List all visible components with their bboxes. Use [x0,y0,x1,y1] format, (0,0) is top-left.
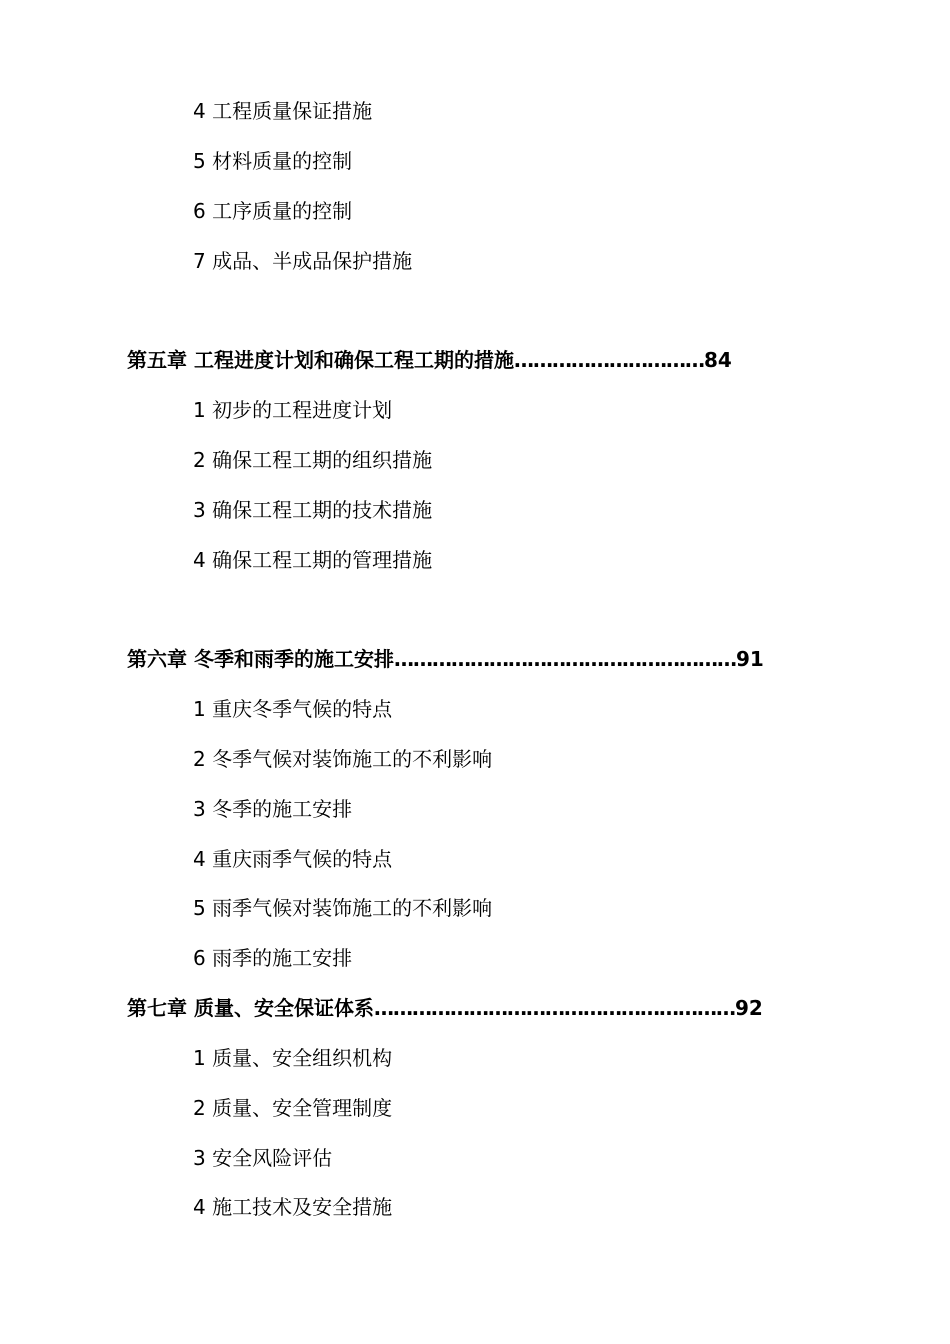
leader-dots: ………………………………………………… [373,996,735,1020]
toc-item: 4 工程质量保证措施 [193,99,373,123]
toc-chapter-6 [127,644,764,674]
toc-item: 1 初步的工程进度计划 [193,398,393,422]
toc-item: 1 重庆冬季气候的特点 [193,697,393,721]
chapter-title: 第六章 冬季和雨季的施工安排 [127,647,394,671]
leader-dots: ………………………… [513,348,704,372]
toc-chapter-7 [127,993,763,1023]
toc-item: 1 质量、安全组织机构 [193,1046,393,1070]
toc-chapter-5 [127,345,732,375]
page-number: 84 [703,348,732,372]
toc-item: 6 工序质量的控制 [193,199,353,223]
toc-item: 4 施工技术及安全措施 [193,1195,393,1219]
chapter-title: 第七章 质量、安全保证体系 [127,996,374,1020]
toc-item: 7 成品、半成品保护措施 [193,249,413,273]
page-number: 92 [734,996,763,1020]
leader-dots: ……………………………………………… [393,647,736,671]
toc-item: 3 安全风险评估 [193,1146,333,1170]
toc-item: 3 确保工程工期的技术措施 [193,498,433,522]
toc-item: 5 雨季气候对装饰施工的不利影响 [193,896,493,920]
toc-item: 4 重庆雨季气候的特点 [193,847,393,871]
toc-item: 2 冬季气候对装饰施工的不利影响 [193,747,493,771]
toc-item: 3 冬季的施工安排 [193,797,353,821]
toc-item: 4 确保工程工期的管理措施 [193,548,433,572]
toc-item: 5 材料质量的控制 [193,149,353,173]
toc-item: 2 质量、安全管理制度 [193,1096,393,1120]
toc-item: 2 确保工程工期的组织措施 [193,448,433,472]
toc-item: 6 雨季的施工安排 [193,946,353,970]
chapter-title: 第五章 工程进度计划和确保工程工期的措施 [127,348,514,372]
page-number: 91 [735,647,764,671]
